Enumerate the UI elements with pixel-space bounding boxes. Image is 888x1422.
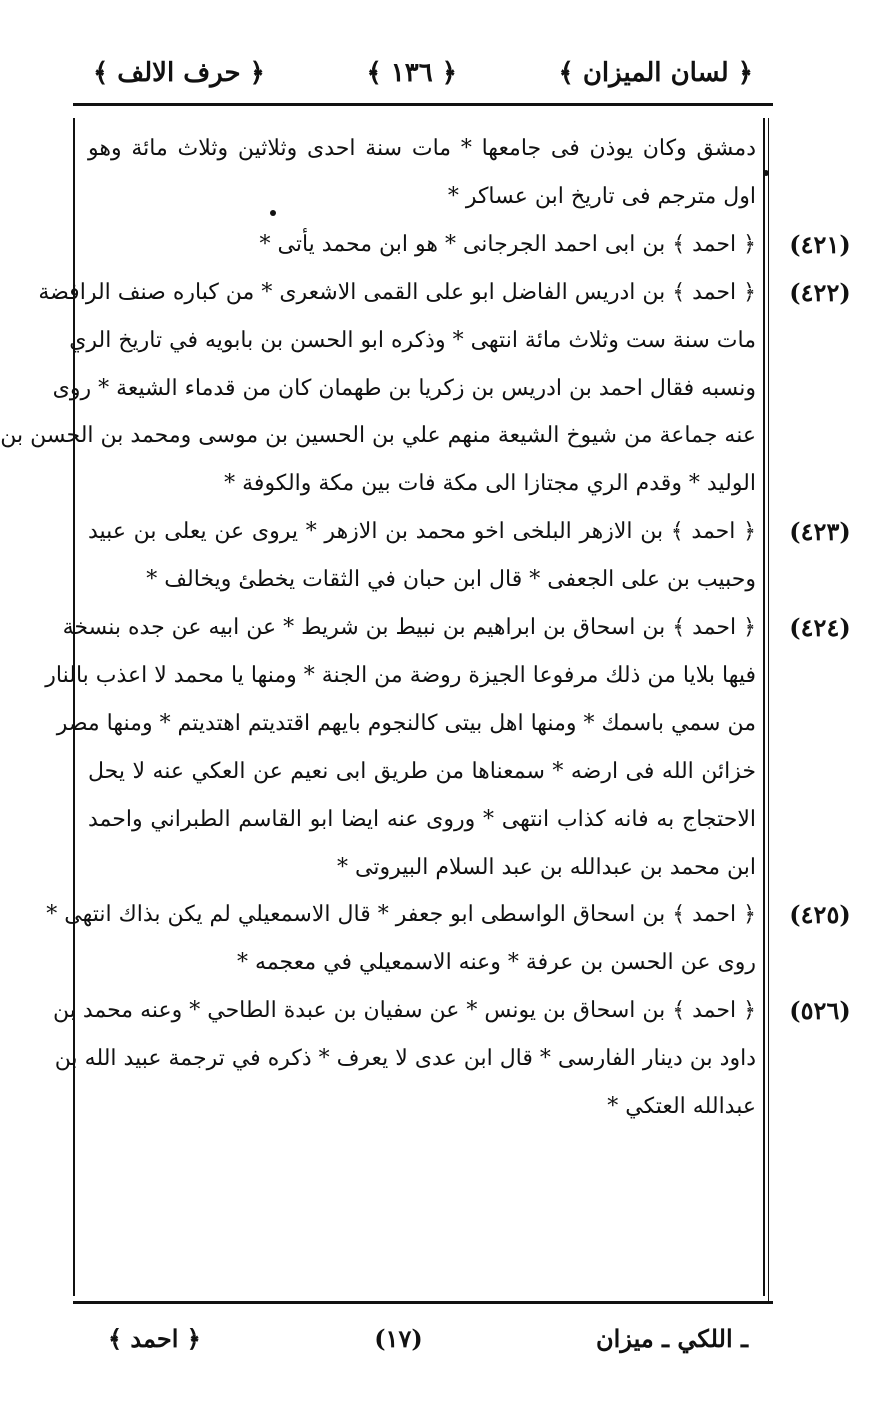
text-line: دمشق وكان يوذن فى جامعها * مات سنة احدى وثلاثين وثلاث مائة وهو xyxy=(88,136,756,161)
entry-number: (٤٢٢) xyxy=(789,277,851,307)
text-line: خزائن الله فى ارضه * سمعناها من طريق ابى نعيم عن العكي عنه لا يحل xyxy=(88,758,756,784)
text-line: مات سنة ست وثلاث مائة انتهى * وذكره ابو الحسن بن بابويه في تاريخ الري xyxy=(69,327,756,353)
text-line: ﴿ احمد ﴾ بن اسحاق الواسطى ابو جعفر * قال الاسمعيلي لم يكن بذاك انتهى * xyxy=(46,902,756,928)
entry-number: (٤٢٤) xyxy=(789,613,851,642)
running-title: ﴿ لسان الميزان ﴾ xyxy=(558,58,753,88)
text-line: اول مترجم فى تاريخ ابن عساكر * xyxy=(447,183,756,209)
text-line: ﴿ احمد ﴾ بن ادريس الفاضل ابو على القمى الاشعرى * من كباره صنف الرافضة xyxy=(38,279,756,305)
text-line: ﴿ احمد ﴾ بن اسحاق بن ابراهيم بن نبيط بن شريط * عن ابيه عن جده بنسخة xyxy=(62,615,756,640)
text-line: ﴿ احمد ﴾ بن اسحاق بن يونس * عن سفيان بن عبدة الطاحي * وعنه محمد بن xyxy=(52,998,756,1024)
header-rule xyxy=(73,103,773,106)
gathering-number: (١٧) xyxy=(374,1323,423,1353)
page-footer xyxy=(108,1318,748,1358)
text-line: وحبيب بن على الجعفى * قال ابن حبان في الثقات يخطئ ويخالف * xyxy=(146,567,756,593)
text-line: عبدالله العتكي * xyxy=(607,1094,756,1119)
entry-number: (٤٢٥) xyxy=(789,900,851,930)
text-line: عنه جماعة من شيوخ الشيعة منهم علي بن الحسين بن موسى ومحمد بن الحسن بن xyxy=(0,423,756,449)
entry-number: (٤٢١) xyxy=(789,229,851,259)
text-line: الوليد * وقدم الري مجتازا الى مكة فات بين مكة والكوفة * xyxy=(224,471,756,497)
text-line: روى عن الحسن بن عرفة * وعنه الاسمعيلي في معجمه * xyxy=(237,950,756,976)
section-title: ﴿ حرف الالف ﴾ xyxy=(93,58,265,88)
margin-dot xyxy=(763,170,769,176)
text-line: ابن محمد بن عبدالله بن عبد السلام البيروتى * xyxy=(337,854,756,880)
signature-mark: ـ اللكي ـ ميزان xyxy=(596,1323,748,1353)
catchword: ﴿ احمد ﴾ xyxy=(108,1323,201,1353)
entry-number: (٥٢٦) xyxy=(789,996,851,1026)
text-line: من سمي باسمك * ومنها اهل بيتى كالنجوم بايهم اقتديتم اهتديتم * ومنها مصر xyxy=(56,710,756,736)
margin-rule xyxy=(768,118,769,1303)
text-line: فيها بلايا من ذلك مرفوعا الجيزة روضة من الجنة * ومنها يا محمد لا اعذب بالنار xyxy=(45,662,756,688)
text-line: ﴿ احمد ﴾ بن ابى احمد الجرجانى * هو ابن محمد يأتى * xyxy=(259,231,756,257)
footer-rule xyxy=(73,1301,773,1304)
text-line: الاحتجاج به فانه كذاب انتهى * وروى عنه ايضا ابو القاسم الطبراني واحمد xyxy=(88,806,756,832)
entry-number: (٤٢٣) xyxy=(789,517,851,547)
page-number: ﴿ ١٣٦ ﴾ xyxy=(366,58,457,88)
text-line: داود بن دينار الفارسى * قال ابن عدى لا يعرف * ذكره في ترجمة عبيد الله بن xyxy=(54,1046,756,1072)
text-line: ونسبه فقال احمد بن ادريس بن زكريا بن طهمان كان من قدماء الشيعة * روى xyxy=(52,375,756,401)
text-line: ﴿ احمد ﴾ بن الازهر البلخى اخو محمد بن الازهر * يروى عن يعلى بن عبيد xyxy=(88,519,756,545)
page-header xyxy=(93,48,753,98)
